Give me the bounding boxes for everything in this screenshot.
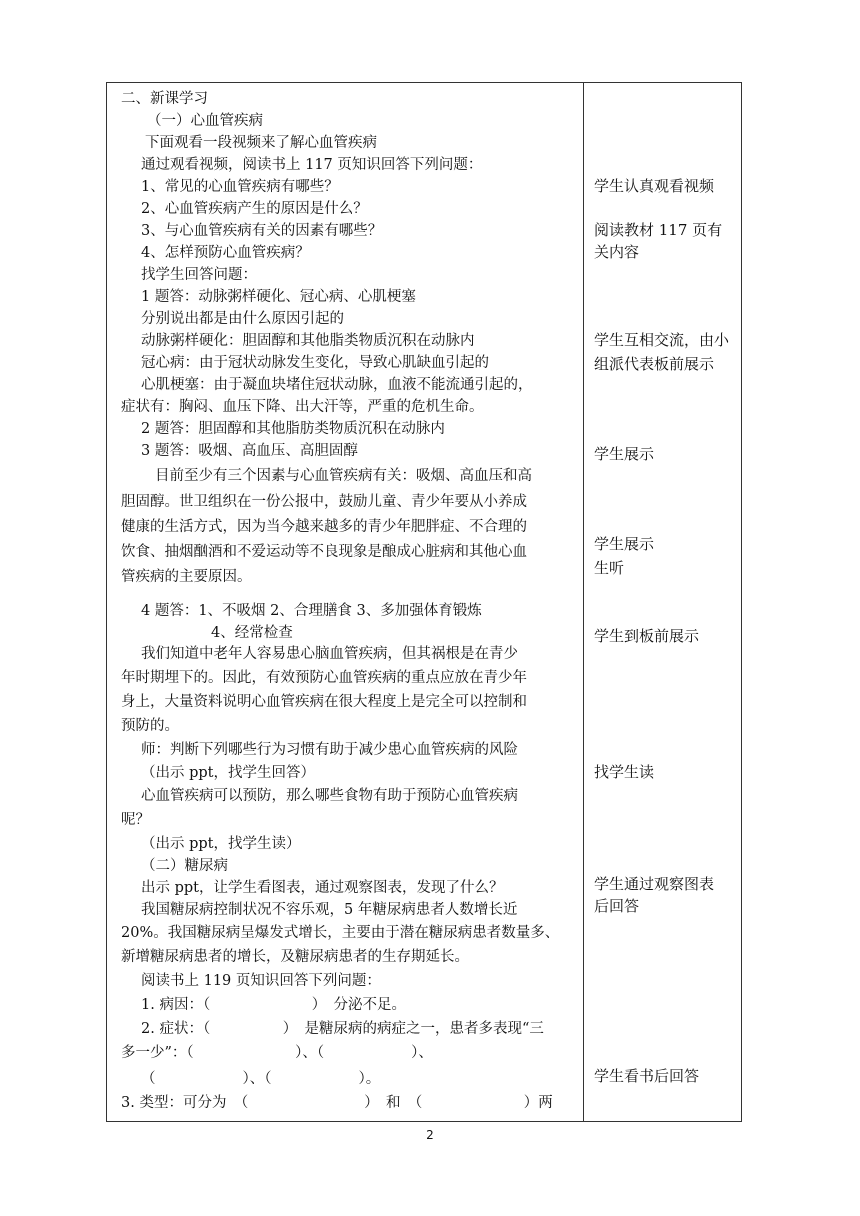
- text-line: 二、新课学习: [121, 91, 208, 107]
- text-line: 症状有：胸闷、血压下降、出大汗等，严重的危机生命。: [121, 399, 484, 415]
- lesson-table: [106, 82, 742, 1122]
- text-line: （二）糖尿病: [141, 858, 228, 874]
- side-note: 学生展示: [594, 535, 655, 553]
- text-line: 找学生回答问题：: [141, 267, 257, 283]
- text-line: 目前至少有三个因素与心血管疾病有关：吸烟、高血压和高: [155, 468, 532, 484]
- text-line: 身上，大量资料说明心血管疾病在很大程度上是完全可以控制和: [121, 694, 527, 710]
- side-note: 学生互相交流，由小: [594, 331, 730, 349]
- text-line: 通过观看视频，阅读书上 117 页知识回答下列问题：: [141, 157, 483, 173]
- side-note: 学生展示: [594, 445, 655, 463]
- text-line: 2 题答：胆固醇和其他脂肪类物质沉积在动脉内: [141, 421, 445, 437]
- text-line: 预防的。: [121, 718, 179, 734]
- text-line: 新增糖尿病患者的增长，及糖尿病患者的生存期延长。: [121, 949, 469, 965]
- text-line: 1、常见的心血管疾病有哪些？: [141, 179, 339, 195]
- text-line: 多一少”：（ ）、（ ）、: [121, 1045, 433, 1061]
- text-line: 管疾病的主要原因。: [121, 569, 252, 585]
- text-line: 阅读书上 119 页知识回答下列问题：: [141, 973, 381, 989]
- text-line: 动脉粥样硬化：胆固醇和其他脂类物质沉积在动脉内: [141, 333, 475, 349]
- text-line: 1 题答：动脉粥样硬化、冠心病、心肌梗塞: [141, 289, 416, 305]
- text-line: （出示 ppt，找学生回答）: [141, 765, 315, 781]
- text-line: 下面观看一段视频来了解心血管疾病: [145, 135, 377, 151]
- text-line: 年时期埋下的。因此，有效预防心血管疾病的重点应放在青少年: [121, 670, 527, 686]
- text-line: 1. 病因：（ ） 分泌不足。: [141, 997, 406, 1013]
- text-line: 2、心血管疾病产生的原因是什么？: [141, 201, 368, 217]
- text-line: 我们知道中老年人容易患心脑血管疾病，但其祸根是在青少: [141, 646, 518, 662]
- text-line: 师：判断下列哪些行为习惯有助于减少患心血管疾病的风险: [141, 742, 518, 758]
- text-line: （出示 ppt，找学生读）: [141, 836, 301, 852]
- text-line: 3 题答：吸烟、高血压、高胆固醇: [141, 443, 358, 459]
- text-line: 分别说出都是由什么原因引起的: [141, 311, 344, 327]
- text-line: 20%。我国糖尿病呈爆发式增长，主要由于潜在糖尿病患者数量多、: [121, 925, 560, 941]
- side-note: 学生通过观察图表: [594, 875, 715, 893]
- side-note: 学生认真观看视频: [594, 177, 715, 195]
- lesson-content-column: [107, 83, 583, 1121]
- text-line: 饮食、抽烟酗酒和不爱运动等不良现象是酿成心脏病和其他心血: [121, 544, 527, 560]
- text-line: 3、与心血管疾病有关的因素有哪些？: [141, 223, 383, 239]
- page-number: 2: [426, 1128, 434, 1142]
- text-line: 冠心病：由于冠状动脉发生变化，导致心肌缺血引起的: [141, 355, 489, 371]
- side-note: 学生看书后回答: [594, 1067, 700, 1085]
- text-line: 心血管疾病可以预防，那么哪些食物有助于预防心血管疾病: [141, 788, 518, 804]
- text-line: 呢？: [121, 812, 150, 828]
- side-note: 阅读教材 117 页有: [594, 221, 723, 239]
- side-note: 学生到板前展示: [594, 627, 700, 645]
- side-note: 生听: [594, 559, 625, 577]
- text-line: 心肌梗塞：由于凝血块堵住冠状动脉，血液不能流通引起的，: [141, 377, 533, 393]
- text-line: 健康的生活方式，因为当今越来越多的青少年肥胖症、不合理的: [121, 519, 527, 535]
- side-note: 后回答: [594, 897, 640, 915]
- text-line: 2. 症状：（ ） 是糖尿病的病症之一，患者多表现“三: [141, 1021, 544, 1037]
- text-line: 我国糖尿病控制状况不容乐观，5 年糖尿病患者人数增长近: [141, 902, 518, 918]
- text-line: 胆固醇。世卫组织在一份公报中，鼓励儿童、青少年要从小养成: [121, 494, 527, 510]
- text-line: 4、经常检查: [211, 625, 293, 641]
- side-note: 找学生读: [594, 763, 655, 781]
- text-line: （ ）、（ ）。: [141, 1071, 381, 1087]
- text-line: （一）心血管疾病: [147, 113, 263, 129]
- text-line: 4 题答：1、不吸烟 2、合理膳食 3、多加强体育锻炼: [141, 603, 482, 619]
- text-line: 4、怎样预防心血管疾病？: [141, 245, 310, 261]
- student-activity-column: [584, 83, 742, 1121]
- side-note: 关内容: [594, 243, 640, 261]
- side-note: 组派代表板前展示: [594, 355, 715, 373]
- text-line: 3. 类型：可分为 （ ） 和 （ ）两: [121, 1095, 553, 1111]
- text-line: 出示 ppt，让学生看图表，通过观察图表，发现了什么？: [141, 880, 504, 896]
